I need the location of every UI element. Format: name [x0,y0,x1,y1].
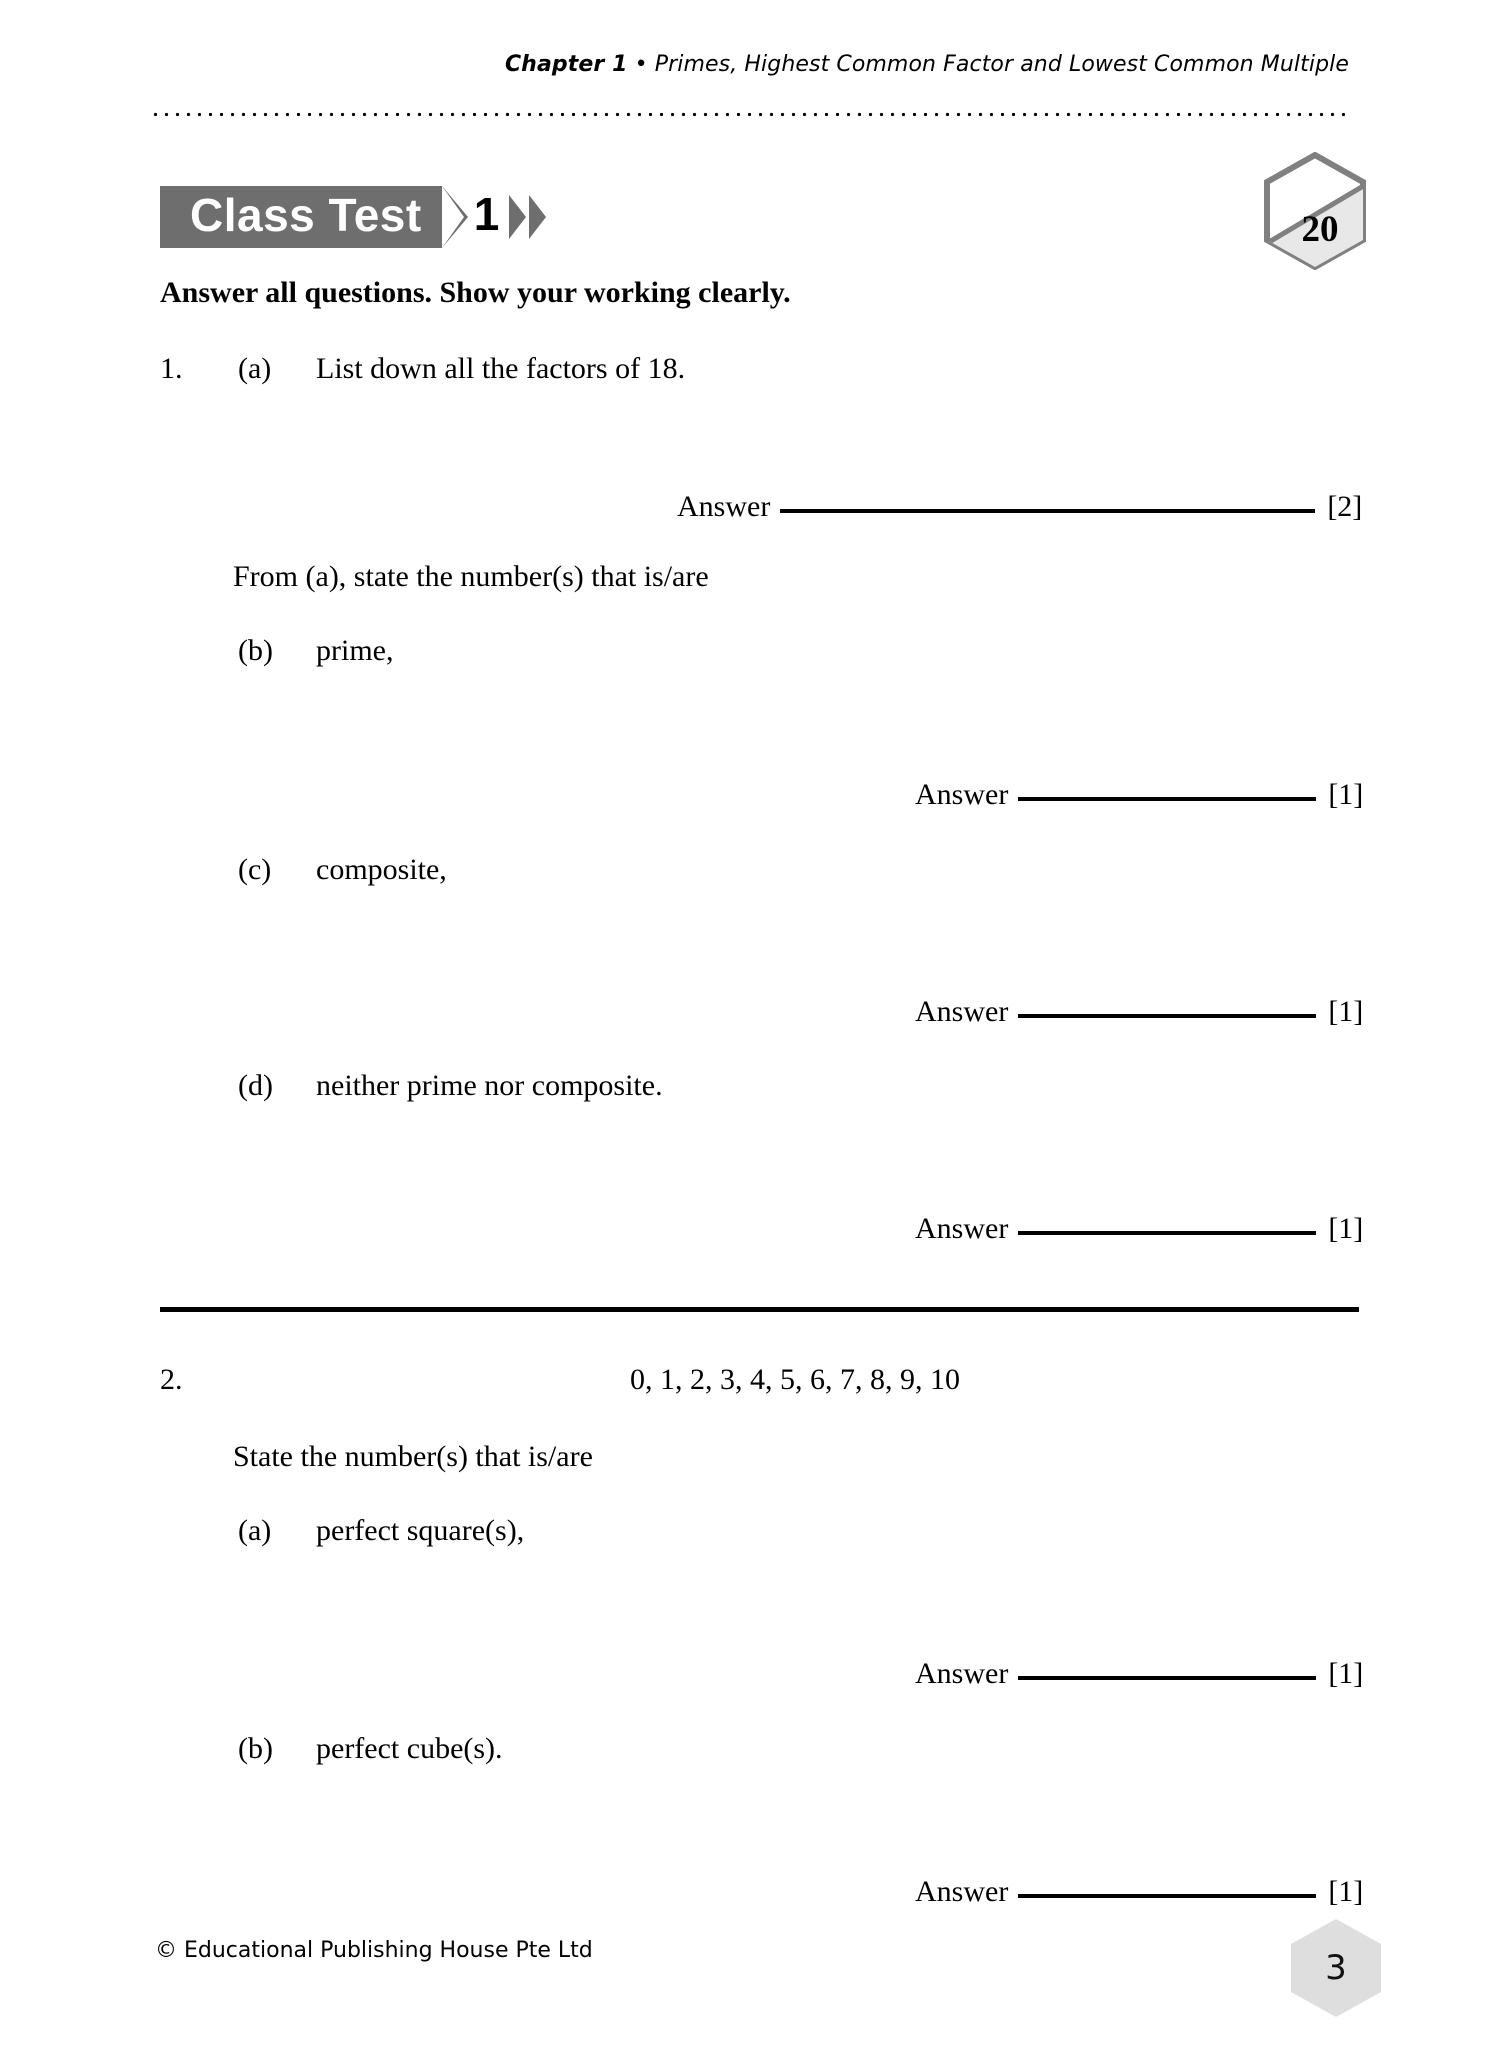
question-2a-text: perfect square(s), [316,1514,525,1547]
question-2-lead-in: State the number(s) that is/are [233,1440,593,1473]
answer-line-2b [915,1875,1363,1909]
question-2b-text: perfect cube(s). [316,1732,503,1765]
question-1c-text: composite, [316,853,447,886]
page-number: 3 [1325,1948,1347,1988]
class-test-title: Class Test [190,189,422,241]
page-number-badge [1290,1918,1382,2018]
answer-label: Answer [915,1657,1009,1690]
marks-1c: [1] [1328,995,1364,1028]
question-1a-letter: (a) [238,352,272,385]
answer-label: Answer [915,778,1009,811]
question-1d-text: neither prime nor composite. [316,1069,663,1102]
footer-copyright [155,1938,593,1963]
publisher-name: Educational Publishing House Pte Ltd [184,1938,593,1963]
question-1d-row [238,1069,663,1103]
answer-rule[interactable] [1018,1014,1316,1018]
question-2b-row [238,1732,503,1766]
answer-rule[interactable] [1018,797,1316,801]
marks-2a: [1] [1328,1657,1364,1690]
question-1b-letter: (b) [238,634,273,667]
question-1-number: 1. [160,352,183,385]
question-1a-text: List down all the factors of 18. [316,352,686,385]
marks-badge [1264,152,1366,270]
answer-line-1b [915,778,1363,812]
class-test-number: 1 [473,188,500,240]
question-1a-row [160,352,685,386]
marks-1b: [1] [1328,778,1364,811]
answer-line-1c [915,995,1363,1029]
running-header-chapter: Chapter 1 [504,52,628,77]
question-1b-text: prime, [316,634,394,667]
answer-label: Answer [915,1212,1009,1245]
running-header-bullet: • [634,52,648,77]
question-2-given-numbers: 0, 1, 2, 3, 4, 5, 6, 7, 8, 9, 10 [630,1363,960,1396]
answer-line-1a [677,490,1362,524]
question-1-lead-in: From (a), state the number(s) that is/are [233,560,709,593]
instruction-text: Answer all questions. Show your working clearly. [160,276,791,309]
answer-rule[interactable] [1018,1676,1316,1680]
running-header [150,52,1349,77]
answer-rule[interactable] [1018,1231,1316,1235]
question-1b-row [238,634,393,668]
question-2-number: 2. [160,1363,183,1396]
question-1c-row [238,853,447,887]
marks-1a: [2] [1327,490,1363,523]
answer-label: Answer [915,1875,1009,1908]
running-header-title: Primes, Highest Common Factor and Lowest Common Multiple [654,52,1349,77]
class-test-banner [160,186,546,248]
marks-value: 20 [1301,208,1339,250]
question-2a-row [238,1514,524,1548]
answer-rule[interactable] [1018,1894,1316,1898]
question-2b-letter: (b) [238,1732,273,1765]
answer-rule[interactable] [780,509,1315,513]
question-1c-letter: (c) [238,853,272,886]
banner-double-chevron-icon [509,195,546,239]
copyright-icon: © [155,1938,177,1963]
marks-1d: [1] [1328,1212,1364,1245]
marks-2b: [1] [1328,1875,1364,1908]
answer-line-1d [915,1212,1363,1246]
answer-line-2a [915,1657,1363,1691]
banner-chevron-notch-icon [442,186,464,248]
question-2a-letter: (a) [238,1514,272,1547]
class-test-banner-box [160,186,442,248]
section-divider [160,1307,1359,1312]
header-dotted-rule [150,112,1349,117]
answer-label: Answer [677,490,771,523]
answer-label: Answer [915,995,1009,1028]
question-1d-letter: (d) [238,1069,273,1102]
